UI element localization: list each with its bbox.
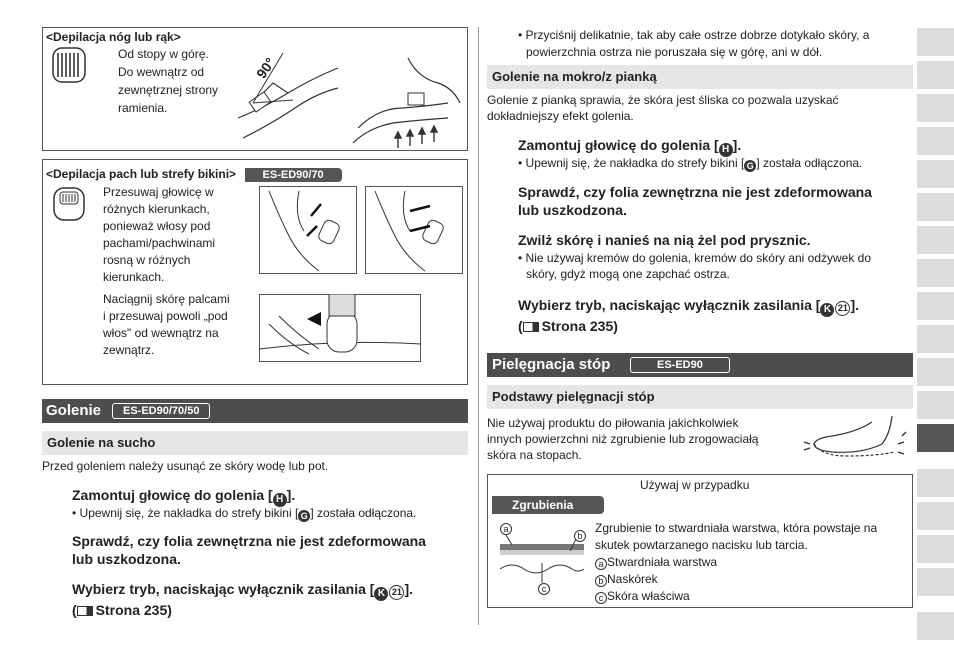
number-21-badge: 21 (835, 301, 850, 316)
armpit-text-2: Naciągnij skórę palcami i przesuwaj powoli „pod włos" od wewnątrz na zewnątrz. (103, 292, 230, 357)
layer-item-b: b Naskórek (595, 571, 877, 588)
shaving-model-badge: ES-ED90/70/50 (112, 403, 210, 419)
angle-label: 90° (252, 54, 279, 82)
side-tab-5[interactable] (917, 160, 954, 188)
side-tab-2[interactable] (917, 61, 954, 89)
usage-header: Używaj w przypadku (640, 478, 750, 492)
side-tab-10[interactable] (917, 325, 954, 353)
side-tab-1[interactable] (917, 28, 954, 56)
side-tab-8[interactable] (917, 259, 954, 287)
side-tab-3[interactable] (917, 94, 954, 122)
arm-illustration (348, 48, 466, 148)
right-step4: Wybierz tryb, naciskając wyłącznik zasilania [ K 21 ]. ( Strona 235) (518, 297, 859, 334)
right-step2: Sprawdź, czy folia zewnętrzna nie jest zdeformowana lub uszkodzona. (518, 184, 872, 218)
right-step1-note: • Upewnij się, że nakładka do strefy bikini [ G ] została odłączona. (518, 156, 863, 171)
armpit-bikini-title: <Depilacja pach lub strefy bikini> (46, 167, 237, 181)
leg-arm-box (42, 27, 468, 151)
side-tab-4[interactable] (917, 127, 954, 155)
leg-arm-text: Od stopy w górę. Do wewnątrz od zewnętrznej strony ramienia. (118, 47, 219, 115)
side-tab-7[interactable] (917, 226, 954, 254)
page-link-left[interactable]: ( Strona 235) (72, 602, 172, 618)
layer-item-a: a Stwardniała warstwa (595, 554, 877, 571)
number-21-badge: 21 (389, 585, 404, 600)
side-tab-12[interactable] (917, 391, 954, 419)
foot-care-section-bar (487, 353, 913, 377)
right-top-bullet: • Przyciśnij delikatnie, tak aby całe ostrze dobrze dotykało skóry, a powierzchnia ostrza nie poruszała się w górę, ani w dół. (518, 28, 870, 59)
shaving-section-bar (42, 399, 468, 423)
key-g-icon: G (744, 160, 756, 172)
side-tab-active[interactable] (917, 424, 954, 452)
key-g-icon: G (298, 510, 310, 522)
page-link-right[interactable]: ( Strona 235) (518, 318, 618, 334)
armpit-bikini-box (42, 159, 468, 385)
side-tab-15[interactable] (917, 502, 954, 530)
key-k-icon: K (820, 303, 834, 317)
column-divider (478, 27, 479, 625)
right-step1: Zamontuj głowicę do golenia [ H ]. (518, 137, 742, 155)
armpit-illustration-2 (365, 186, 463, 274)
side-tab-16[interactable] (917, 535, 954, 563)
wet-shaving-subheader: Golenie na mokro/z pianką (487, 65, 913, 89)
callus-description: Zgrubienie to stwardniała warstwa, która powstaje na skutek powtarzanego nacisku lub tarcia. a Stwardniała warstwa b Naskórek c Skóra właściwa (595, 521, 878, 603)
right-step3: Zwilż skórę i nanieś na nią żel pod prysznic. (518, 232, 811, 248)
leg-arm-title: <Depilacja nóg lub rąk> (46, 30, 181, 44)
left-step1-note: • Upewnij się, że nakładka do strefy bikini [ G ] została odłączona. (72, 506, 417, 521)
side-tab-17[interactable] (917, 568, 954, 596)
model-badge: ES-ED90/70 (245, 168, 342, 182)
foot-basics-subheader: Podstawy pielęgnacji stóp (487, 385, 913, 409)
side-tab-11[interactable] (917, 358, 954, 386)
foot-illustration (802, 414, 912, 470)
shaving-section-title: Golenie (46, 402, 102, 419)
leg-illustration (233, 48, 343, 148)
dry-shaving-subheader: Golenie na sucho (42, 431, 468, 455)
epilator-head-icon (49, 44, 91, 86)
wet-intro: Golenie z pianką sprawia, że skóra jest śliska co pozwala uzyskać dokładniejszy efekt golenia. (487, 93, 839, 123)
marker-b: b (574, 530, 586, 542)
foot-care-model-badge: ES-ED90 (630, 357, 730, 373)
armpit-illustration-1 (259, 186, 357, 274)
side-tab-14[interactable] (917, 469, 954, 497)
left-step1: Zamontuj głowicę do golenia [ H ]. (72, 487, 296, 505)
layer-item-c: c Skóra właściwa (595, 588, 877, 605)
skin-stretch-illustration (259, 294, 421, 362)
left-step2: Sprawdź, czy folia zewnętrzna nie jest zdeformowana lub uszkodzona. (72, 533, 426, 567)
side-tab-6[interactable] (917, 193, 954, 221)
armpit-text-1: Przesuwaj głowicę w różnych kierunkach, ponieważ włosy pod pachami/pachwinami rosną w różnych kierunkach. (103, 185, 216, 284)
key-h-icon: H (719, 143, 733, 157)
arrow-right-icon (77, 606, 93, 616)
key-h-icon: H (273, 493, 287, 507)
usage-box (487, 474, 913, 608)
marker-c: c (538, 583, 550, 595)
dry-intro: Przed goleniem należy usunąć ze skóry wodę lub pot. (42, 459, 329, 473)
foot-care-title: Pielęgnacja stóp (492, 356, 611, 373)
left-step3: Wybierz tryb, naciskając wyłącznik zasilania [ K 21 ]. ( Strona 235) (72, 581, 413, 618)
arrow-right-icon (523, 322, 539, 332)
marker-a: a (500, 523, 512, 535)
bikini-head-icon (49, 182, 91, 224)
callus-tag: Zgrubienia (492, 496, 604, 514)
right-step3-note: • Nie używaj kremów do golenia, kremów do skóry ani odżywek do skóry, gdyż mogą one zapchać ostrza. (518, 251, 872, 281)
side-tab-18[interactable] (917, 612, 954, 640)
side-tab-9[interactable] (917, 292, 954, 320)
foot-warning: Nie używaj produktu do piłowania jakichkolwiek innych powierzchni niż zgrubienie lub zrogowaciałą skóra na stopach. (487, 416, 759, 462)
key-k-icon: K (374, 587, 388, 601)
